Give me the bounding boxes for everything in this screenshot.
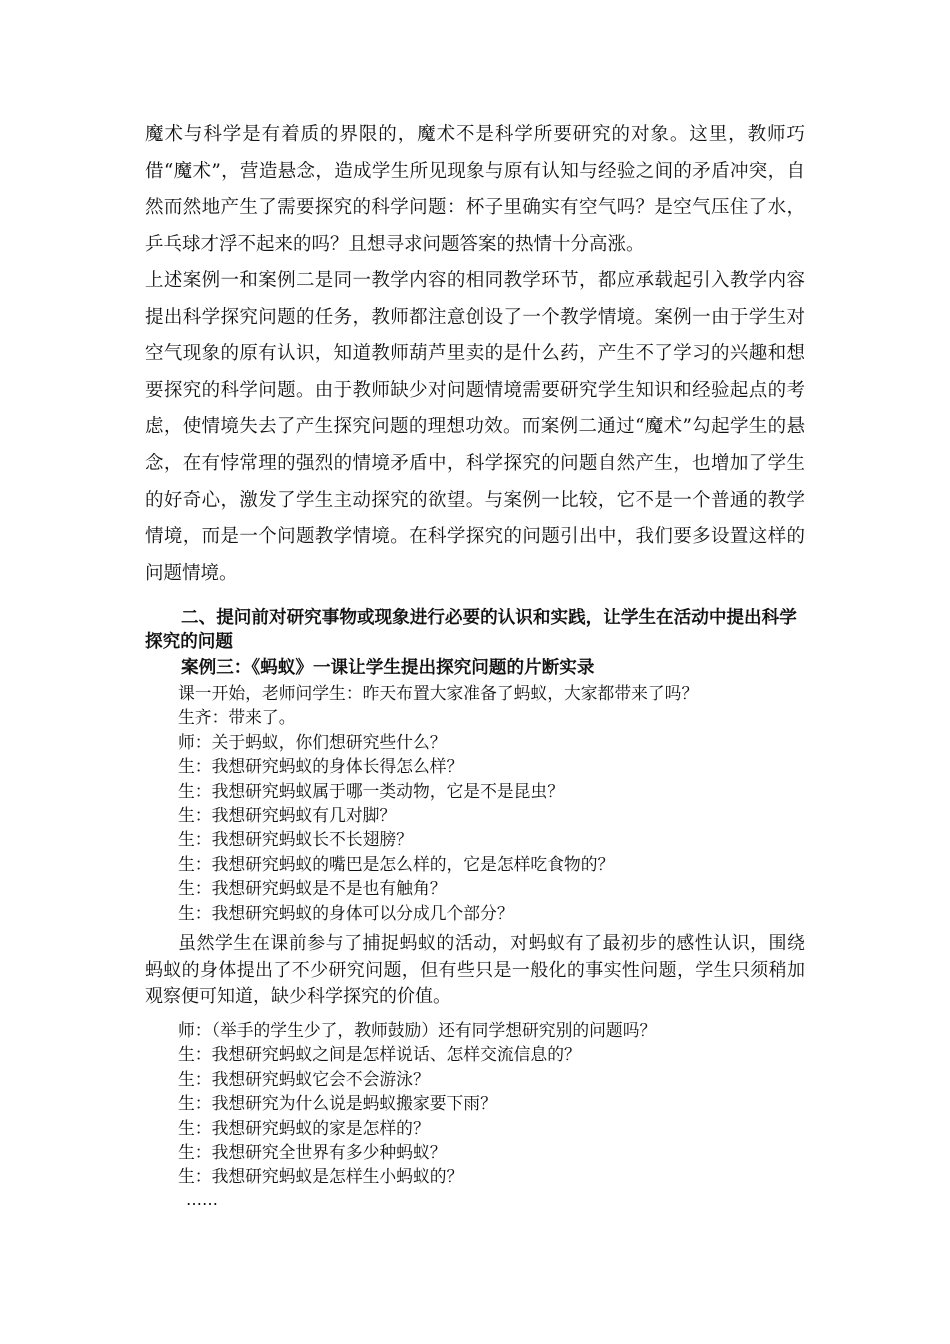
- dialogue-line: 生：我想研究蚂蚁有几对脚？: [178, 805, 397, 826]
- case-heading: 案例三：《蚂蚁》一课让学生提出探究问题的片断实录: [181, 658, 595, 678]
- dialogue-list-2: [178, 1018, 818, 1189]
- paragraph-case-comparison: 上述案例一和案例二是同一教学内容的相同教学环节，都应承载起引入教学内容提出科学探究问题的任务，教师都注意创设了一个教学情境。案例一由于学生对空气现象的原有认识，知道教师葫芦里卖的是什么药，产生不了学习的兴趣和想要探究的科学问题。由于教师缺少对问题情境需要研究学生知识和经验起点的考虑，使情境失去了产生探究问题的理想功效。而案例二通过“魔术”勾起学生的悬念，在有悖常理的强烈的情境矛盾中，科学探究的问题自然产生，也增加了学生的好奇心，激发了学生主动探究的欲望。与案例一比较，它不是一个普通的教学情境，而是一个问题教学情境。在科学探究的问题引出中，我们要多设置这样的问题情境。: [145, 270, 805, 584]
- dialogue-line: 课一开始，老师问学生：昨天布置大家准备了蚂蚁，大家都带来了吗？: [178, 683, 699, 703]
- dialogue-line: 师：关于蚂蚁，你们想研究些什么？: [178, 731, 447, 752]
- dialogue-line: 生：我想研究为什么说是蚂蚁搬家要下雨？: [178, 1093, 497, 1114]
- dialogue-line: 生：我想研究蚂蚁的身体长得怎么样？: [178, 756, 464, 777]
- dialogue-line: 生：我想研究蚂蚁的嘴巴是怎么样的，它是怎样吃食物的？: [178, 853, 615, 874]
- ellipsis-text: ……: [186, 1190, 218, 1209]
- section-heading: 二、提问前对研究事物或现象进行必要的认识和实践，让学生在活动中提出科学探究的问题: [145, 608, 797, 652]
- dialogue-line: 生：我想研究全世界有多少种蚂蚁？: [178, 1142, 447, 1163]
- dialogue-list-1: [178, 681, 818, 925]
- commentary-paragraph: 虽然学生在课前参与了捕捉蚂蚁的活动，对蚂蚁有了最初步的感性认识，围绕蚂蚁的身体提出了不少研究问题，但有些只是一般化的事实性问题，学生只须稍加观察便可知道，缺少科学探究的价值。: [145, 933, 805, 1007]
- dialogue-line: 生：我想研究蚂蚁是不是也有触角？: [178, 878, 447, 899]
- dialogue-line: 生：我想研究蚂蚁之间是怎样说话、怎样交流信息的？: [178, 1044, 581, 1065]
- dialogue-line: 生：我想研究蚂蚁长不长翅膀？: [178, 829, 413, 850]
- dialogue-line: 生：我想研究蚂蚁是怎样生小蚂蚁的？: [178, 1166, 464, 1187]
- dialogue-line: 生：我想研究蚂蚁的家是怎样的？: [178, 1117, 430, 1138]
- paragraph-magic-analysis: 魔术与科学是有着质的界限的，魔术不是科学所要研究的对象。这里，教师巧借“魔术”，营造悬念，造成学生所见现象与原有认知与经验之间的矛盾冲突，自然而然地产生了需要探究的科学问题：杯子里确实有空气吗？是空气压住了水，乒乓球才浮不起来的吗？且想寻求问题答案的热情十分高涨。: [145, 124, 805, 255]
- dialogue-line: 师：（举手的学生少了，教师鼓励）还有同学想研究别的问题吗？: [178, 1020, 657, 1040]
- dialogue-line: 生：我想研究蚂蚁属于哪一类动物，它是不是昆虫？: [178, 780, 564, 801]
- dialogue-line: 生齐：带来了。: [178, 707, 296, 728]
- dialogue-line: 生：我想研究蚂蚁它会不会游泳？: [178, 1068, 430, 1089]
- dialogue-line: 生：我想研究蚂蚁的身体可以分成几个部分？: [178, 902, 514, 923]
